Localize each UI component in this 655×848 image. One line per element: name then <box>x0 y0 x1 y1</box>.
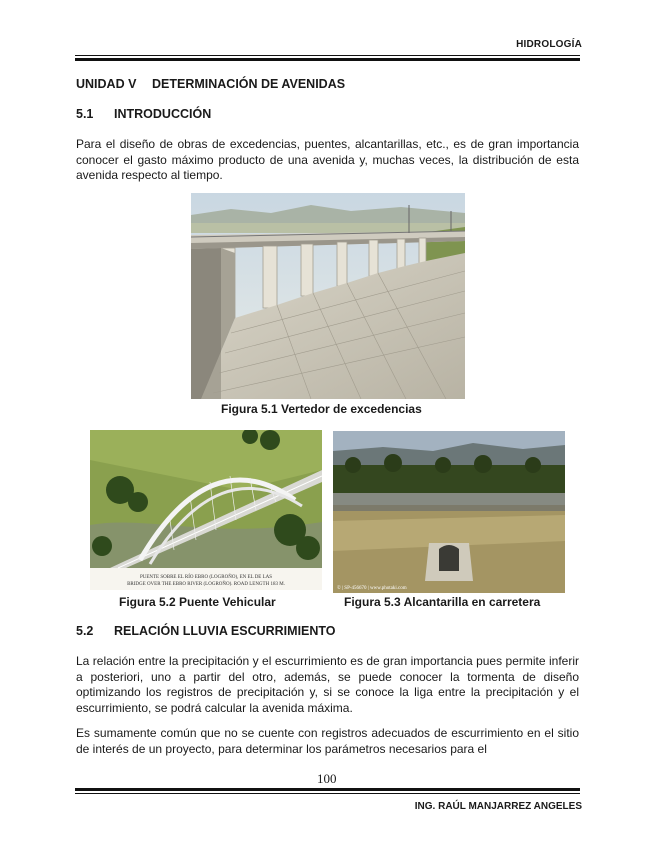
section-5-1-number: 5.1 <box>76 107 94 121</box>
paragraph-5-2-a: La relación entre la precipitación y el escurrimiento es de gran importancia pues permite inferir a posteriori, uno a partir del otro, además, se puede conocer la tormenta de diseño optimizando los registros de precipitación y, si se conoce la liga entre la precipitación y el escurrimiento, se podrá calcular la avenida máxima. <box>76 654 579 715</box>
figure-5-3-watermark: © | SP-456670 | www.photaki.com <box>337 586 407 591</box>
figure-5-1-caption: Figura 5.1 Vertedor de excedencias <box>221 402 422 416</box>
intro-paragraph: Para el diseño de obras de excedencias, puentes, alcantarillas, etc., es de gran importancia conocer el gasto máximo producto de una avenida y, muchas veces, la distribución de esta avenida respecto al tiempo. <box>76 137 579 182</box>
footer-rule-thin <box>75 793 580 794</box>
paragraph-5-2-b: Es sumamente común que no se cuente con registros adecuados de escurrimiento en el sitio de interés de un proyecto, para determinar los parámetros necesarios para el <box>76 726 579 756</box>
header-rule-thin <box>75 55 580 56</box>
section-5-2-title: RELACIÓN LLUVIA ESCURRIMIENTO <box>114 624 336 638</box>
unit-title: DETERMINACIÓN DE AVENIDAS <box>152 77 346 91</box>
figure-5-1-spillway-photo <box>191 193 465 399</box>
figure-5-3-culvert-photo <box>333 431 565 593</box>
footer-author: ING. RAÚL MANJARREZ ANGELES <box>414 801 582 812</box>
unit-number: UNIDAD V <box>76 77 137 91</box>
section-5-2-number: 5.2 <box>76 624 94 638</box>
page-number: 100 <box>317 771 337 786</box>
figure-5-2-photo-caption-line2: BRIDGE OVER THE EBRO RIVER (LOGROÑO). ROAD LENGTH 183 M. <box>127 582 285 587</box>
figure-5-3-caption: Figura 5.3 Alcantarilla en carretera <box>344 595 541 609</box>
section-5-1-title: INTRODUCCIÓN <box>114 107 212 121</box>
figure-5-2-bridge-photo <box>90 430 322 590</box>
footer-rule-thick <box>75 788 580 791</box>
header-title: HIDROLOGÍA <box>516 39 582 50</box>
figure-5-2-photo-caption-line1: PUENTE SOBRE EL RÍO EBRO (LOGROÑO), EN EL DE LAS <box>139 575 273 580</box>
header-rule-thick <box>75 58 580 61</box>
figure-5-2-caption: Figura 5.2 Puente Vehicular <box>119 595 276 609</box>
